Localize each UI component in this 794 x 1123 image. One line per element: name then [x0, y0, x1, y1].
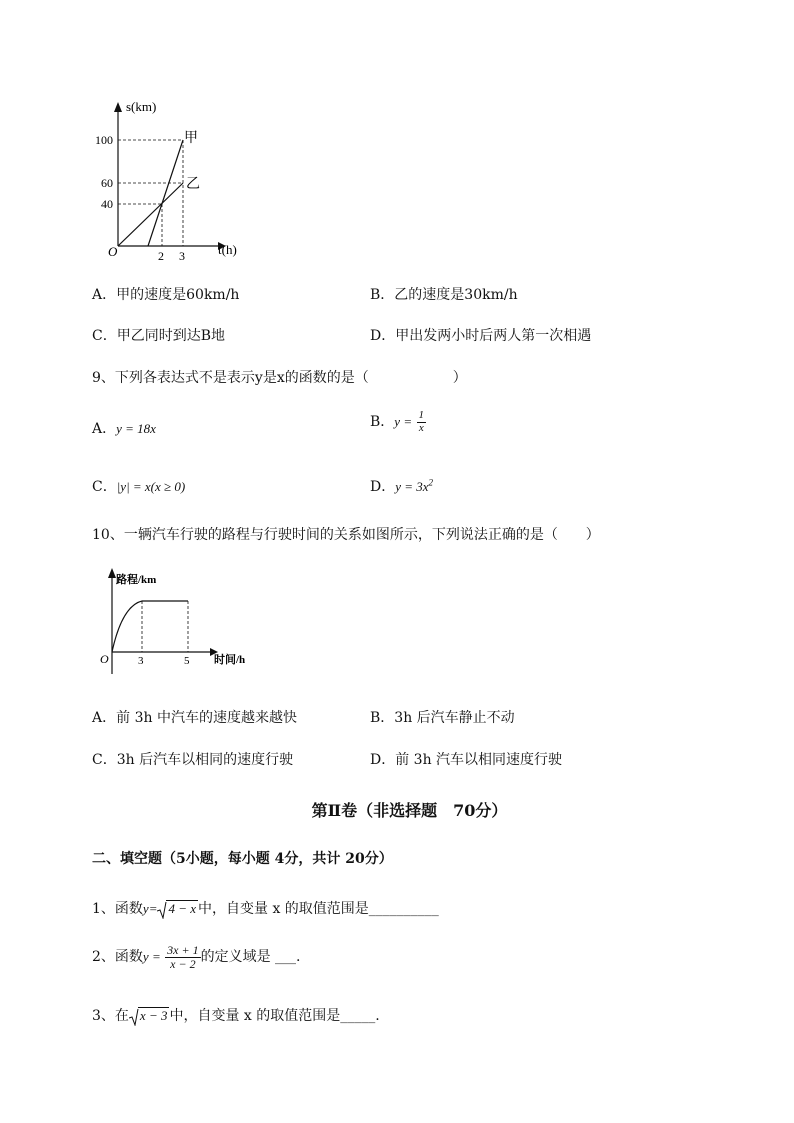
y-axis-arrow	[114, 102, 122, 112]
radical-sign-icon	[157, 901, 167, 919]
q10-option-c[interactable]: C．3h 后汽车以相同的速度行驶	[92, 752, 294, 768]
part2-title: 第Ⅱ卷（非选择题 70分）	[311, 801, 508, 820]
q9-stem: 9、下列各表达式不是表示y是x的函数的是（ ）	[92, 370, 467, 386]
q10-option-a[interactable]: A．前 3h 中汽车的速度越来越快	[92, 710, 297, 726]
x-tick-3: 3	[138, 655, 144, 667]
x-tick-3: 3	[179, 249, 185, 263]
x-axis-label: t(h)	[218, 242, 237, 257]
curve-first-3h	[112, 601, 142, 652]
fraction-1-over-x: $\frac{1}{x}$	[418, 409, 425, 434]
q8-option-c[interactable]: C．甲乙同时到达B地	[92, 328, 226, 344]
fill-question-2: 2、函数y = $\frac{3x + 1}{x - 2}$ 的定义域是 ___.	[92, 943, 301, 971]
q8-option-a[interactable]: A．甲的速度是60km/h	[92, 287, 240, 303]
x-axis-label: 时间/h	[214, 654, 246, 666]
y-tick-100: 100	[95, 133, 113, 147]
distance-time-graph	[90, 96, 260, 266]
q9-option-a[interactable]: A．y = 18x	[92, 421, 156, 437]
label-jia: 甲	[184, 131, 198, 146]
q8-option-b[interactable]: B．乙的速度是30km/h	[370, 287, 518, 303]
q9-option-b[interactable]: B．y = $\frac{1}{x}$	[370, 409, 425, 434]
fill-blank-section-heading: 二、填空题（5小题，每小题 4分，共计 20分）	[92, 851, 393, 867]
x-tick-5: 5	[184, 655, 190, 667]
q8-option-d[interactable]: D．甲出发两小时后两人第一次相遇	[370, 328, 592, 344]
fill-question-1: 1、函数y= 4 − x 中，自变量 x 的取值范围是__________	[92, 901, 439, 917]
label-yi: 乙	[186, 177, 200, 192]
line-jia	[148, 140, 183, 246]
y-axis-label: 路程/km	[116, 574, 157, 586]
y-tick-60: 60	[101, 176, 113, 190]
car-distance-time-graph	[94, 566, 264, 676]
x-tick-2: 2	[158, 249, 164, 263]
origin-label: O	[100, 652, 109, 666]
q9-option-c[interactable]: C．|y| = x(x ≥ 0)	[92, 479, 186, 495]
y-tick-40: 40	[101, 197, 113, 211]
y-axis-label: s(km)	[126, 99, 157, 114]
q10-option-d[interactable]: D．前 3h 汽车以相同速度行驶	[370, 752, 563, 768]
y-axis-arrow	[108, 568, 116, 578]
radical-sign-icon	[129, 1008, 139, 1026]
sqrt-expression: x − 3	[129, 1008, 170, 1024]
q10-stem: 10、一辆汽车行驶的路程与行驶时间的关系如图所示，下列说法正确的是（ ）	[92, 527, 600, 543]
sqrt-expression: 4 − x	[157, 901, 198, 917]
origin-label: O	[108, 244, 118, 259]
fill-question-3: 3、在 x − 3 中，自变量 x 的取值范围是_____.	[92, 1008, 380, 1024]
q9-option-d[interactable]: D．$y = 3x^2$	[370, 477, 434, 495]
fraction-3x-plus-1-over-x-minus-2: $\frac{3x + 1}{x - 2}$	[167, 943, 199, 971]
q10-option-b[interactable]: B．3h 后汽车静止不动	[370, 710, 515, 726]
